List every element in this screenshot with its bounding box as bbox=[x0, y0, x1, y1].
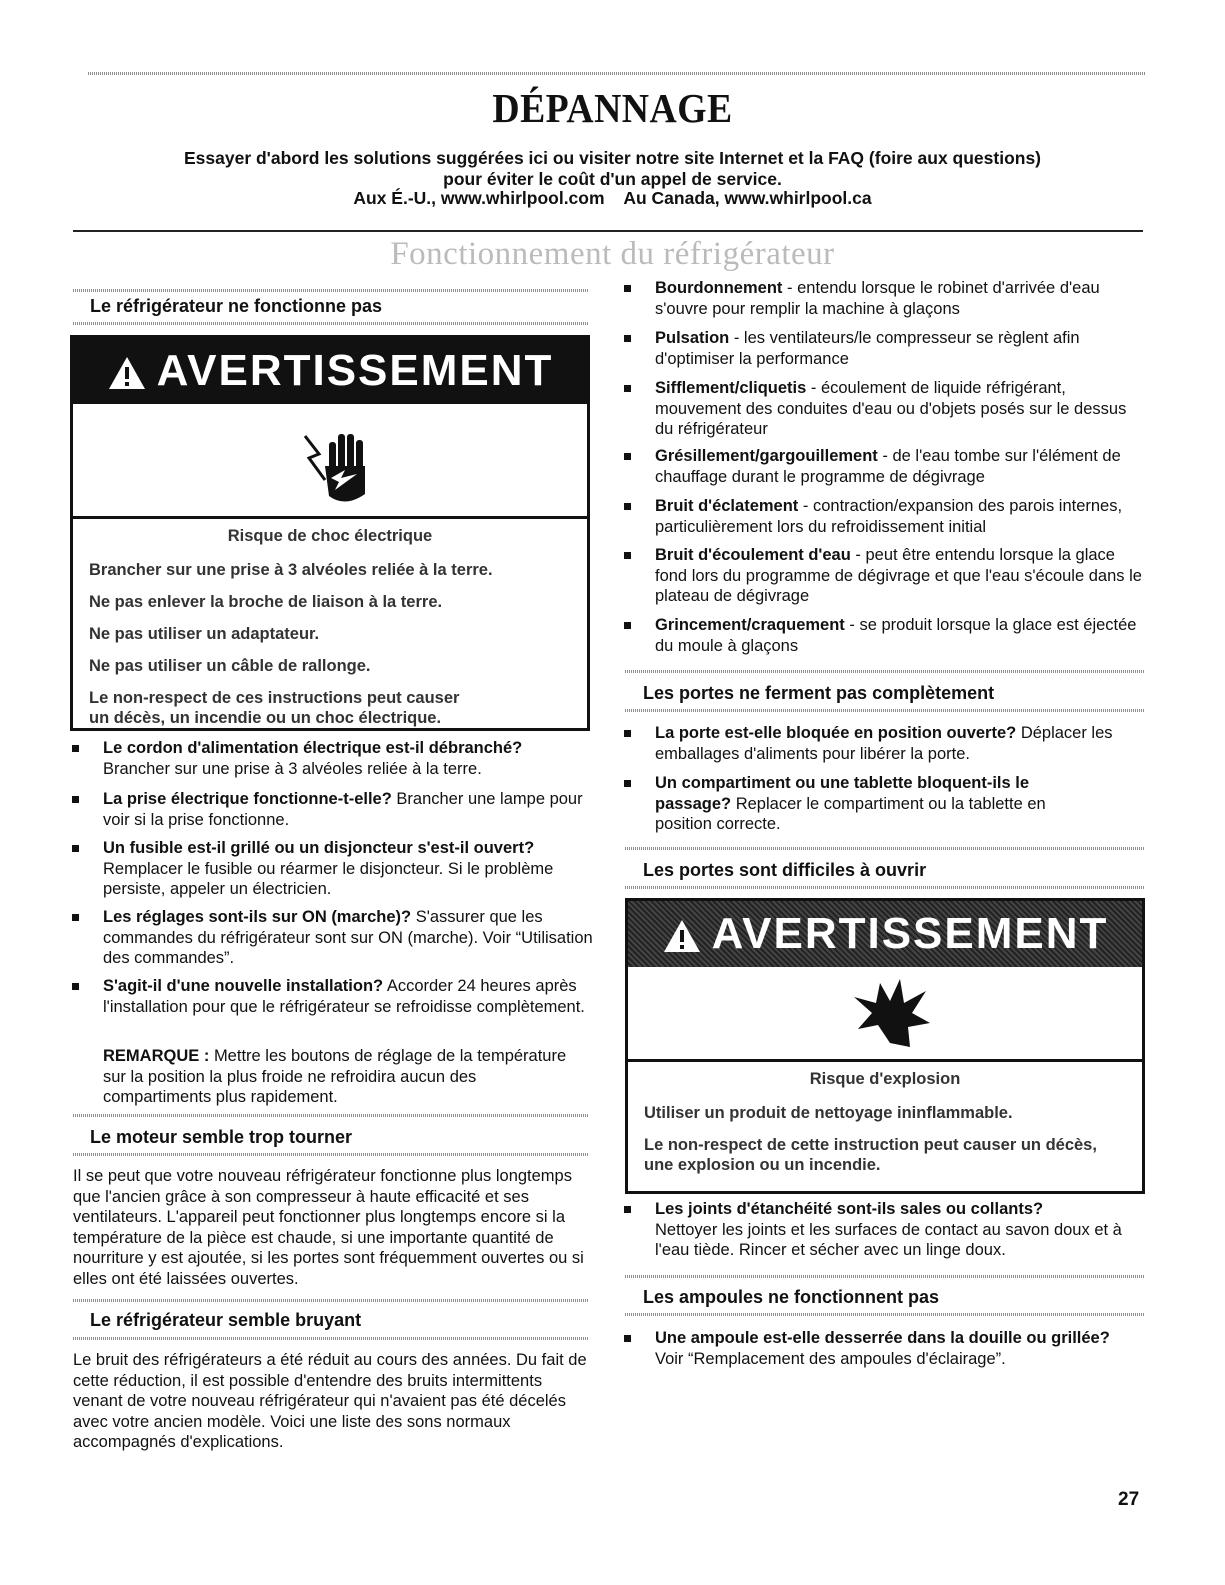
explosion-icon bbox=[628, 967, 1142, 1062]
sub2-top-rule bbox=[73, 1114, 589, 1117]
bullet-square bbox=[72, 745, 79, 752]
list-item: Grincement/craquement - se produit lorsque la glace est éjectée du moule à glaçons bbox=[655, 615, 1145, 656]
subheading-doors-hard: Les portes sont difficiles à ouvrir bbox=[643, 860, 927, 880]
list-item: Le cordon d'alimentation électrique est-il débranché? Brancher sur une prise à 3 alvéoles reliée à la terre. bbox=[103, 738, 593, 779]
list-item: Grésillement/gargouillement - de l'eau tombe sur l'élément de chauffage durant le programme de dégivrage bbox=[655, 446, 1145, 487]
sub5-bottom-rule bbox=[625, 886, 1145, 889]
note-paragraph: REMARQUE : Mettre les boutons de réglage de la température sur la position la plus froide ne refroidira aucun des compartiments plus rapidement. bbox=[103, 1047, 567, 1106]
sub6-top-rule bbox=[625, 1275, 1145, 1278]
bullet-square bbox=[72, 845, 79, 852]
bullet-square bbox=[624, 1206, 631, 1213]
list-item: S'agit-il d'une nouvelle installation? Accorder 24 heures après l'installation pour que le réfrigérateur se refroidisse complètement. bbox=[103, 976, 593, 1017]
intro-line-1: Essayer d'abord les solutions suggérées ici ou visiter notre site Internet et la FAQ (foire aux questions) bbox=[183, 148, 1042, 168]
sub2-bottom-rule bbox=[73, 1153, 589, 1156]
warning-line-1: Brancher sur une prise à 3 alvéoles reliée à la terre. bbox=[89, 561, 493, 579]
subheading-noisy: Le réfrigérateur semble bruyant bbox=[90, 1310, 362, 1330]
warning-banner-text: AVERTISSEMENT bbox=[156, 346, 554, 395]
sub1-top-rule bbox=[73, 289, 589, 292]
list-item: Pulsation - les ventilateurs/le compresseur se règlent afin d'optimiser la performance bbox=[655, 328, 1145, 369]
list-item: La porte est-elle bloquée en position ouverte? Déplacer les emballages d'aliments pour libérer la porte. bbox=[655, 723, 1145, 764]
risk-electric-label: Risque de choc électrique bbox=[227, 527, 433, 545]
list-item: Bourdonnement - entendu lorsque le robinet d'arrivée d'eau s'ouvre pour remplir la machine à glaçons bbox=[655, 278, 1145, 319]
bullet-square bbox=[624, 552, 631, 559]
electric-shock-hand-icon bbox=[73, 404, 587, 519]
bullet-square bbox=[624, 453, 631, 460]
subheading-motor: Le moteur semble trop tourner bbox=[90, 1127, 353, 1147]
subheading-bulbs: Les ampoules ne fonctionnent pas bbox=[643, 1287, 940, 1307]
bullet-square bbox=[624, 1335, 631, 1342]
top-hatch-rule bbox=[88, 72, 1146, 75]
list-item: Sifflement/cliquetis - écoulement de liquide réfrigérant, mouvement des conduites d'eau ou d'objets posés sur le dessus du réfrigérateur bbox=[655, 378, 1145, 440]
warning-banner bbox=[628, 901, 1142, 967]
sub3-top-rule bbox=[73, 1299, 589, 1302]
warning-line-4: Ne pas utiliser un câble de rallonge. bbox=[89, 657, 371, 675]
warning-triangle-icon bbox=[107, 355, 147, 391]
list-item: Bruit d'éclatement - contraction/expansion des parois internes, particulièrement lors du refroidissement initial bbox=[655, 496, 1145, 537]
sub5-top-rule bbox=[625, 847, 1145, 850]
risk-explosion-label: Risque d'explosion bbox=[809, 1070, 961, 1088]
list-item: Les joints d'étanchéité sont-ils sales ou collants? Nettoyer les joints et les surfaces de contact au savon doux et à l'eau tiède. Rincer et sécher avec un linge doux. bbox=[655, 1199, 1145, 1261]
warning-banner bbox=[73, 338, 587, 404]
bullet-square bbox=[624, 285, 631, 292]
warning-consequence-2: une explosion ou un incendie. bbox=[644, 1156, 881, 1174]
intro-line-3: Aux É.-U., www.whirlpool.com Au Canada, www.whirlpool.ca bbox=[353, 188, 872, 208]
subheading-not-running: Le réfrigérateur ne fonctionne pas bbox=[90, 296, 383, 316]
intro-line-2: pour éviter le coût d'un appel de service. bbox=[443, 169, 782, 189]
sub4-top-rule bbox=[625, 670, 1145, 673]
list-item: Un compartiment ou une tablette bloquent-ils le passage? Replacer le compartiment ou la tablette en position correcte. bbox=[655, 773, 1095, 835]
list-item: Un fusible est-il grillé ou un disjoncteur s'est-il ouvert? Remplacer le fusible ou réarmer le disjoncteur. Si le problème persiste, appeler un électricien. bbox=[103, 838, 593, 900]
list-item: Une ampoule est-elle desserrée dans la douille ou grillée? Voir “Remplacement des ampoules d'éclairage”. bbox=[655, 1328, 1150, 1369]
sub6-bottom-rule bbox=[625, 1313, 1145, 1316]
warning-box-electric bbox=[70, 335, 590, 731]
warning-consequence-2: un décès, un incendie ou un choc électrique. bbox=[89, 709, 442, 727]
page-title: DÉPANNAGE bbox=[492, 85, 733, 131]
warning-line-2: Ne pas enlever la broche de liaison à la terre. bbox=[89, 593, 443, 611]
warning-line-3: Ne pas utiliser un adaptateur. bbox=[89, 625, 320, 643]
warning-line-1: Utiliser un produit de nettoyage ininflammable. bbox=[644, 1104, 1013, 1122]
warning-consequence-1: Le non-respect de ces instructions peut causer bbox=[89, 689, 460, 707]
noise-paragraph: Le bruit des réfrigérateurs a été réduit au cours des années. Du fait de cette réduction, il est possible d'entendre des bruits intermittents venant de votre nouveau réfrigérateur qui n'avaient pas été décelés avec votre ancien modèle. Voici une liste des sons normaux accompagnés d'explications. bbox=[73, 1351, 587, 1451]
header-divider bbox=[73, 230, 1143, 232]
bullet-square bbox=[624, 385, 631, 392]
list-item: La prise électrique fonctionne-t-elle? Brancher une lampe pour voir si la prise fonctionne. bbox=[103, 789, 593, 830]
warning-triangle-icon bbox=[662, 918, 702, 954]
bullet-square bbox=[624, 503, 631, 510]
sub1-bottom-rule bbox=[73, 322, 589, 325]
section-title: Fonctionnement du réfrigérateur bbox=[390, 236, 835, 272]
warning-box-explosion bbox=[625, 898, 1145, 1194]
list-item: Bruit d'écoulement d'eau - peut être entendu lorsque la glace fond lors du programme de dégivrage et que l'eau s'écoule dans le plateau de dégivrage bbox=[655, 545, 1145, 607]
warning-banner-text: AVERTISSEMENT bbox=[711, 909, 1109, 958]
bullet-square bbox=[624, 730, 631, 737]
subheading-doors-close: Les portes ne ferment pas complètement bbox=[643, 683, 995, 703]
page-number: 27 bbox=[1118, 1489, 1140, 1510]
bullet-square bbox=[72, 914, 79, 921]
bullet-square bbox=[624, 780, 631, 787]
bullet-square bbox=[72, 983, 79, 990]
sub3-bottom-rule bbox=[73, 1337, 589, 1340]
motor-paragraph: Il se peut que votre nouveau réfrigérateur fonctionne plus longtemps que l'ancien grâce à son compresseur à haute efficacité et ses ventilateurs. L'appareil peut fonctionner plus longtemps encore si la température de la pièce est chaude, si une importante quantité de nourriture y est ajoutée, si les portes sont fréquemment ouvertes ou si elles ont été laissées ouvertes. bbox=[73, 1167, 584, 1288]
sub4-bottom-rule bbox=[625, 709, 1145, 712]
bullet-square bbox=[624, 335, 631, 342]
list-item: Les réglages sont-ils sur ON (marche)? S'assurer que les commandes du réfrigérateur sont sur ON (marche). Voir “Utilisation des commandes”. bbox=[103, 907, 593, 969]
bullet-square bbox=[72, 796, 79, 803]
bullet-square bbox=[624, 622, 631, 629]
warning-consequence-1: Le non-respect de cette instruction peut causer un décès, bbox=[644, 1136, 1097, 1154]
